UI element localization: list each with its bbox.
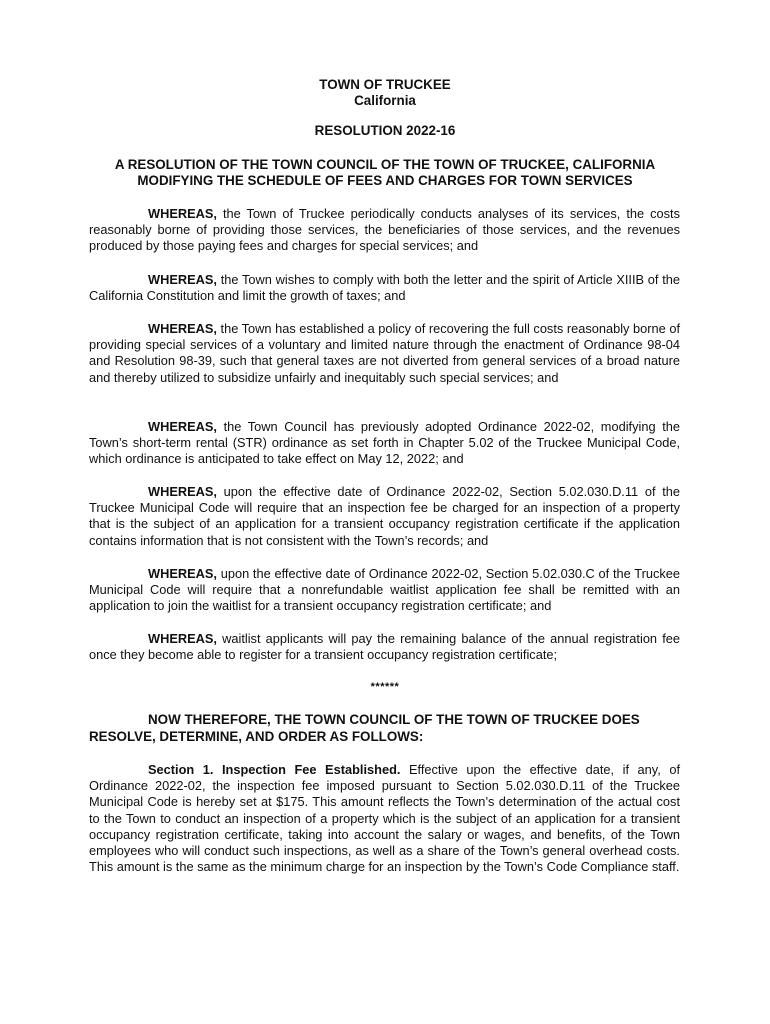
recital-text: the Town of Truckee periodically conducts analyses of its services, the costs reasonably borne of providing those services, the beneficiaries of those services, and the revenues produced by those paying fees and charges for special services; and (89, 206, 680, 254)
recital-lead: WHEREAS, (148, 484, 217, 499)
recital-lead: WHEREAS, (148, 631, 217, 646)
section-1-heading: Section 1. Inspection Fee Established. (148, 762, 401, 777)
recital-paragraph (89, 631, 680, 663)
recital-paragraph (89, 206, 680, 255)
recital-lead: WHEREAS, (148, 206, 217, 221)
section-1-text: Effective upon the effective date, if any, of Ordinance 2022-02, the inspection fee imposed pursuant to Section 5.02.030.D.11 of the Truckee Municipal Code is hereby set at $175. This amount reflects the Town’s determination of the actual cost to the Town to conduct an inspection of a property which is the subject of an application for a transient occupancy registration certificate, taking into account the salary or wages, and benefits, of the Town employees who will conduct such inspections, as well as a share of the Town’s general overhead costs. This amount is the same as the minimum charge for an inspection by the Town’s Code Compliance staff. (89, 762, 680, 875)
recital-lead: WHEREAS, (148, 566, 217, 581)
now-therefore-clause: NOW THEREFORE, THE TOWN COUNCIL OF THE TOWN OF TRUCKEE DOES RESOLVE, DETERMINE, AND ORDER AS FOLLOWS: (89, 712, 640, 744)
recital-paragraph (89, 321, 680, 386)
recital-lead: WHEREAS, (148, 419, 217, 434)
resolution-title: A RESOLUTION OF THE TOWN COUNCIL OF THE TOWN OF TRUCKEE, CALIFORNIA MODIFYING THE SCHEDULE OF FEES AND CHARGES FOR TOWN SERVICES (114, 157, 656, 188)
state-heading: California (354, 93, 416, 108)
recital-text: waitlist applicants will pay the remaining balance of the annual registration fee once they become able to register for a transient occupancy registration certificate; (89, 631, 680, 663)
recital-text: the Town wishes to comply with both the letter and the spirit of Article XIIIB of the California Constitution and limit the growth of taxes; and (89, 272, 680, 304)
recital-paragraph (89, 419, 680, 468)
recital-paragraph (89, 272, 680, 304)
recital-text: the Town has established a policy of recovering the full costs reasonably borne of providing special services of a voluntary and limited nature through the enactment of Ordinance 98-04 and Resolution 98-39, such that general taxes are not diverted from general services of a broad nature and thereby utilized to subsidize unfairly and inequitably such special services; and (89, 321, 680, 385)
town-heading: TOWN OF TRUCKEE (319, 77, 451, 92)
recital-text: upon the effective date of Ordinance 2022-02, Section 5.02.030.C of the Truckee Municipal Code will require that a nonrefundable waitlist application fee shall be remitted with an application to join the waitlist for a transient occupancy registration certificate; and (89, 566, 680, 614)
recital-lead: WHEREAS, (148, 272, 217, 287)
recital-text: upon the effective date of Ordinance 2022-02, Section 5.02.030.D.11 of the Truckee Municipal Code will require that an inspection fee be charged for an inspection of a property that is the subject of an application for a transient occupancy registration certificate if the application contains information that is not consistent with the Town’s records; and (89, 484, 680, 548)
recital-paragraph (89, 566, 680, 615)
recital-paragraph (89, 484, 680, 549)
section-1-paragraph (89, 762, 680, 875)
resolution-number: RESOLUTION 2022-16 (314, 123, 456, 138)
recital-lead: WHEREAS, (148, 321, 217, 336)
section-separator: ****** (370, 681, 400, 693)
recital-text: the Town Council has previously adopted Ordinance 2022-02, modifying the Town’s short-term rental (STR) ordinance as set forth in Chapter 5.02 of the Truckee Municipal Code, which ordinance is anticipated to take effect on May 12, 2022; and (89, 419, 680, 467)
